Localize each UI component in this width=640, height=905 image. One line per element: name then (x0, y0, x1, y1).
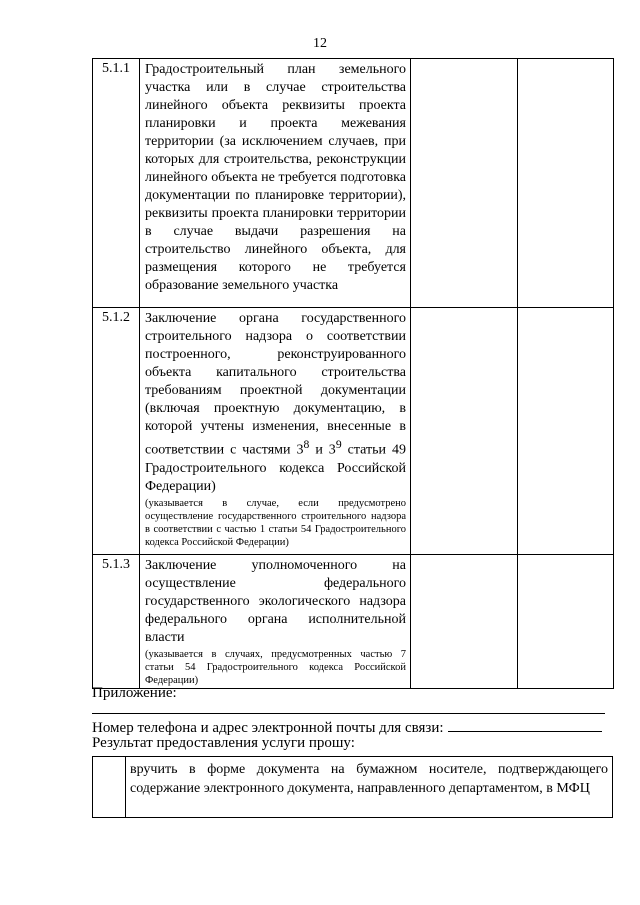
row-text-after: статьи 49 Градостроительного кодекса Российской Федерации) (145, 442, 406, 494)
row-input-cell[interactable] (518, 59, 614, 308)
row-input-cell[interactable] (411, 555, 518, 689)
superscript-9: 9 (335, 438, 342, 451)
row-input-cell[interactable] (411, 308, 518, 555)
row-text-mid: и 3 (309, 442, 336, 458)
row-number: 5.1.2 (93, 308, 140, 555)
table-row (93, 308, 614, 555)
row-number: 5.1.1 (93, 59, 140, 308)
row-input-cell[interactable] (411, 59, 518, 308)
contact-fill-line[interactable] (448, 717, 602, 732)
attachment-fill-line[interactable] (92, 713, 605, 714)
row-input-cell[interactable] (518, 555, 614, 689)
row-description-text: Градостроительный план земельного участка или в случае строительства линейного объекта реквизиты проекта планировки и проекта межевания территории (за исключением случаев, при которых для строительства, реконструкции линейного объекта не требуется подготовка документации по планировке территории), реквизиты проекта планировки территории в случае выдачи разрешения на строительство линейного объекта, для размещения которого не требуется образование земельного участка (145, 62, 406, 293)
row-description-text (140, 308, 410, 496)
superscript-8: 8 (303, 438, 310, 451)
row-description (140, 59, 411, 308)
choice-option-text: вручить в форме документа на бумажном носителе, подтверждающего содержание электронного документа, направленного департаментом, в МФЦ (126, 757, 613, 818)
row-note: (указывается в случае, если предусмотрено осуществление государственного строительного надзора в соответствии с частью 1 статьи 54 Градостроительного кодекса Российской Федерации) (145, 497, 406, 548)
table-row (93, 59, 614, 308)
attachment-label: Приложение: (92, 685, 177, 701)
choice-row (93, 757, 613, 818)
row-description (140, 308, 411, 555)
contact-label: Номер телефона и адрес электронной почты для связи: (92, 720, 444, 736)
row-description-text: Заключение уполномоченного на осуществление федерального государственного экологического надзора федерального органа исполнительной власти (145, 558, 406, 645)
row-description (140, 555, 411, 689)
documents-table (92, 58, 614, 689)
result-choice-table (92, 756, 613, 818)
contact-row (92, 717, 612, 737)
row-text-before: Заключение органа государственного строительного надзора о соответствии построенного, реконструированного объекта капитального строительства требованиям проектной документации (включая проектную документацию, в которой учтены изменения, внесенные в соответствии с частями 3 (145, 311, 406, 458)
page-number: 12 (313, 36, 327, 51)
result-label: Результат предоставления услуги прошу: (92, 735, 355, 751)
row-note: (указывается в случаях, предусмотренных частью 7 статьи 54 Градостроительного кодекса Российской Федерации) (145, 649, 406, 686)
table-row (93, 555, 614, 689)
choice-checkbox[interactable] (93, 757, 126, 818)
row-number: 5.1.3 (93, 555, 140, 689)
row-input-cell[interactable] (518, 308, 614, 555)
